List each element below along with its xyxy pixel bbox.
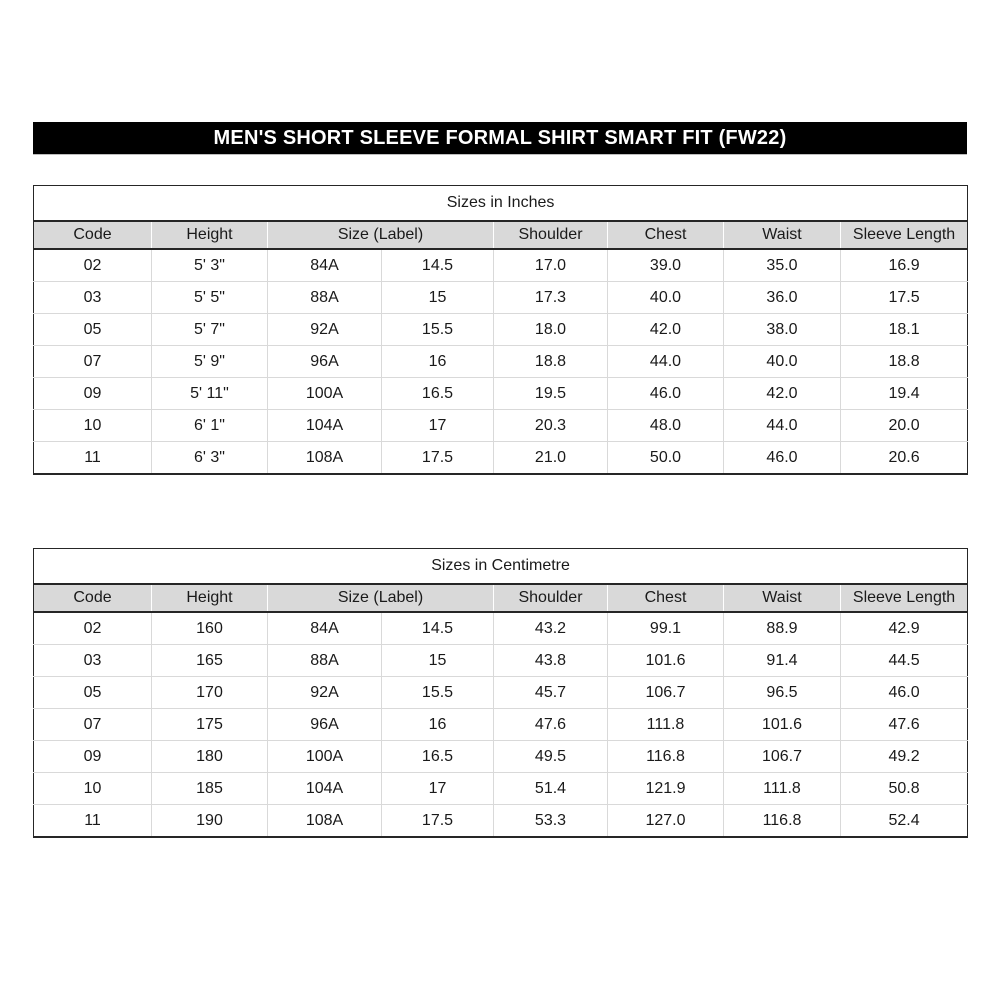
- table-cell: 165: [152, 645, 268, 677]
- table-cell: 05: [34, 314, 152, 346]
- table-cell: 11: [34, 805, 152, 838]
- table-cell: 108A: [268, 805, 382, 838]
- table-row: [34, 410, 968, 442]
- table-cell: 20.6: [841, 442, 968, 475]
- table-row: [34, 314, 968, 346]
- table-cell: 47.6: [841, 709, 968, 741]
- table-cell: 16.5: [382, 741, 494, 773]
- table-cell: 5' 5": [152, 282, 268, 314]
- table-cell: 17: [382, 410, 494, 442]
- table-cell: 16: [382, 346, 494, 378]
- sizes-in-inches-table: [33, 185, 968, 475]
- table-cell: 39.0: [608, 249, 724, 282]
- table-cell: 96A: [268, 346, 382, 378]
- product-title-banner: [33, 122, 967, 155]
- table-cell: 09: [34, 741, 152, 773]
- column-header-height: Height: [152, 584, 268, 612]
- table-cell: 5' 7": [152, 314, 268, 346]
- table-cell: 02: [83, 256, 102, 274]
- table-cell: 40.0: [724, 346, 841, 378]
- column-header-chest: Chest: [608, 221, 724, 249]
- table-cell: 40.0: [608, 282, 724, 314]
- column-header-size-label-: Size (Label): [268, 221, 494, 249]
- table-row: [34, 773, 968, 805]
- table-cell: 185: [152, 773, 268, 805]
- table-cell: 18.0: [494, 314, 608, 346]
- table-cell: 5' 3": [152, 249, 268, 282]
- table-cell: 09: [34, 378, 152, 410]
- table-cell: 88.9: [724, 612, 841, 645]
- table-cell: 19.5: [494, 378, 608, 410]
- table-cell: 17.5: [841, 282, 968, 314]
- table-cell: 36.0: [724, 282, 841, 314]
- table-cell: 38.0: [724, 314, 841, 346]
- table-cell: 100A: [268, 378, 382, 410]
- table-cell: 17: [382, 773, 494, 805]
- table-cell: 100A: [268, 741, 382, 773]
- table-cell: 108A: [268, 442, 382, 475]
- table-row: [34, 346, 968, 378]
- table-cell: 92A: [268, 677, 382, 709]
- table-cell: 84A: [268, 612, 382, 645]
- sizes-in-centimetre-table: [33, 548, 968, 838]
- table-cell: 111.8: [724, 773, 841, 805]
- table-cell: 17.0: [494, 249, 608, 282]
- table-cell: 84A: [268, 249, 382, 282]
- column-header-sleeve-length: Sleeve Length: [841, 584, 968, 612]
- table-row: [34, 442, 968, 475]
- table-cell: 44.5: [841, 645, 968, 677]
- table-row: [34, 645, 968, 677]
- column-header-shoulder: Shoulder: [494, 221, 608, 249]
- table-cell: 17.5: [382, 442, 494, 475]
- table-title-sizes-in-inches: Sizes in Inches: [34, 186, 968, 222]
- table-cell: 106.7: [724, 741, 841, 773]
- table-cell: 48.0: [608, 410, 724, 442]
- table-title-sizes-in-centimetre: Sizes in Centimetre: [34, 549, 968, 585]
- table-cell: 116.8: [608, 741, 724, 773]
- table-cell: 07: [34, 709, 152, 741]
- table-cell: 46.0: [841, 677, 968, 709]
- table-cell: 92A: [268, 314, 382, 346]
- table-cell: 190: [152, 805, 268, 838]
- table-cell: 52.4: [841, 805, 968, 838]
- table-cell: 10: [34, 773, 152, 805]
- table-cell: 116.8: [724, 805, 841, 838]
- table-cell: 101.6: [724, 709, 841, 741]
- table-cell: 160: [152, 612, 268, 645]
- table-cell: 101.6: [608, 645, 724, 677]
- table-cell: 45.7: [494, 677, 608, 709]
- table-cell: 49.5: [494, 741, 608, 773]
- table-cell: 104A: [268, 773, 382, 805]
- table-cell: 20.3: [494, 410, 608, 442]
- table-cell: 16: [382, 709, 494, 741]
- table-cell: 14.5: [382, 249, 494, 282]
- table-cell: 50.8: [841, 773, 968, 805]
- table-cell: 03: [34, 645, 152, 677]
- column-header-code: Code: [34, 584, 152, 612]
- table-cell: 180: [152, 741, 268, 773]
- column-header-height: Height: [152, 221, 268, 249]
- sizes-in-inches-section: [33, 185, 967, 475]
- column-header-shoulder: Shoulder: [494, 584, 608, 612]
- column-header-waist: Waist: [724, 221, 841, 249]
- table-cell: 5' 9": [152, 346, 268, 378]
- table-cell: 121.9: [608, 773, 724, 805]
- table-cell: 16.9: [841, 249, 968, 282]
- column-header-waist: Waist: [724, 584, 841, 612]
- table-row: [34, 249, 968, 282]
- table-cell: 96A: [268, 709, 382, 741]
- column-header-size-label-: Size (Label): [268, 584, 494, 612]
- table-cell: 46.0: [608, 378, 724, 410]
- column-header-code: Code: [34, 221, 152, 249]
- table-cell: 20.0: [841, 410, 968, 442]
- table-cell: 127.0: [608, 805, 724, 838]
- table-cell: 18.8: [841, 346, 968, 378]
- table-row: [34, 677, 968, 709]
- table-cell: 88A: [268, 282, 382, 314]
- table-cell: 44.0: [608, 346, 724, 378]
- table-row: [34, 709, 968, 741]
- table-cell: 18.8: [494, 346, 608, 378]
- table-cell: 15: [382, 282, 494, 314]
- table-cell: 15.5: [382, 677, 494, 709]
- table-cell: 07: [34, 346, 152, 378]
- column-header-chest: Chest: [608, 584, 724, 612]
- table-cell: 104A: [268, 410, 382, 442]
- table-cell: 111.8: [608, 709, 724, 741]
- table-cell: 96.5: [724, 677, 841, 709]
- table-cell: 05: [34, 677, 152, 709]
- table-cell: 17.5: [382, 805, 494, 838]
- table-cell: 15: [382, 645, 494, 677]
- column-header-sleeve-length: Sleeve Length: [841, 221, 968, 249]
- table-row: [34, 741, 968, 773]
- sizes-in-centimetre-section: [33, 548, 967, 838]
- table-cell: 18.1: [841, 314, 968, 346]
- table-cell: 99.1: [608, 612, 724, 645]
- table-cell: 42.0: [608, 314, 724, 346]
- table-cell: 44.0: [724, 410, 841, 442]
- table-row: [34, 612, 968, 645]
- table-row: [34, 805, 968, 838]
- table-cell: 42.0: [724, 378, 841, 410]
- table-cell: 175: [152, 709, 268, 741]
- table-cell: 6' 1": [152, 410, 268, 442]
- table-cell: 5' 11": [152, 378, 268, 410]
- table-cell: 42.9: [841, 612, 968, 645]
- table-cell: 6' 3": [152, 442, 268, 475]
- table-cell: 10: [34, 410, 152, 442]
- table-cell: 46.0: [724, 442, 841, 475]
- table-cell: 51.4: [494, 773, 608, 805]
- table-row: [34, 282, 968, 314]
- table-cell: 91.4: [724, 645, 841, 677]
- table-cell: 50.0: [608, 442, 724, 475]
- table-cell: 106.7: [608, 677, 724, 709]
- table-cell: 43.2: [494, 612, 608, 645]
- table-cell: 03: [34, 282, 152, 314]
- table-cell: 21.0: [494, 442, 608, 475]
- table-cell: 11: [34, 442, 152, 475]
- table-cell: 43.8: [494, 645, 608, 677]
- product-title: MEN'S SHORT SLEEVE FORMAL SHIRT SMART FIT (FW22): [213, 126, 787, 149]
- table-cell: 53.3: [494, 805, 608, 838]
- table-cell: 170: [152, 677, 268, 709]
- table-cell: 02: [83, 619, 102, 637]
- table-cell: 88A: [268, 645, 382, 677]
- table-cell: 14.5: [382, 612, 494, 645]
- table-cell: 47.6: [494, 709, 608, 741]
- table-cell: 15.5: [382, 314, 494, 346]
- table-cell: 49.2: [841, 741, 968, 773]
- table-row: [34, 378, 968, 410]
- table-cell: 35.0: [724, 249, 841, 282]
- table-cell: 16.5: [382, 378, 494, 410]
- table-cell: 17.3: [494, 282, 608, 314]
- table-cell: 19.4: [841, 378, 968, 410]
